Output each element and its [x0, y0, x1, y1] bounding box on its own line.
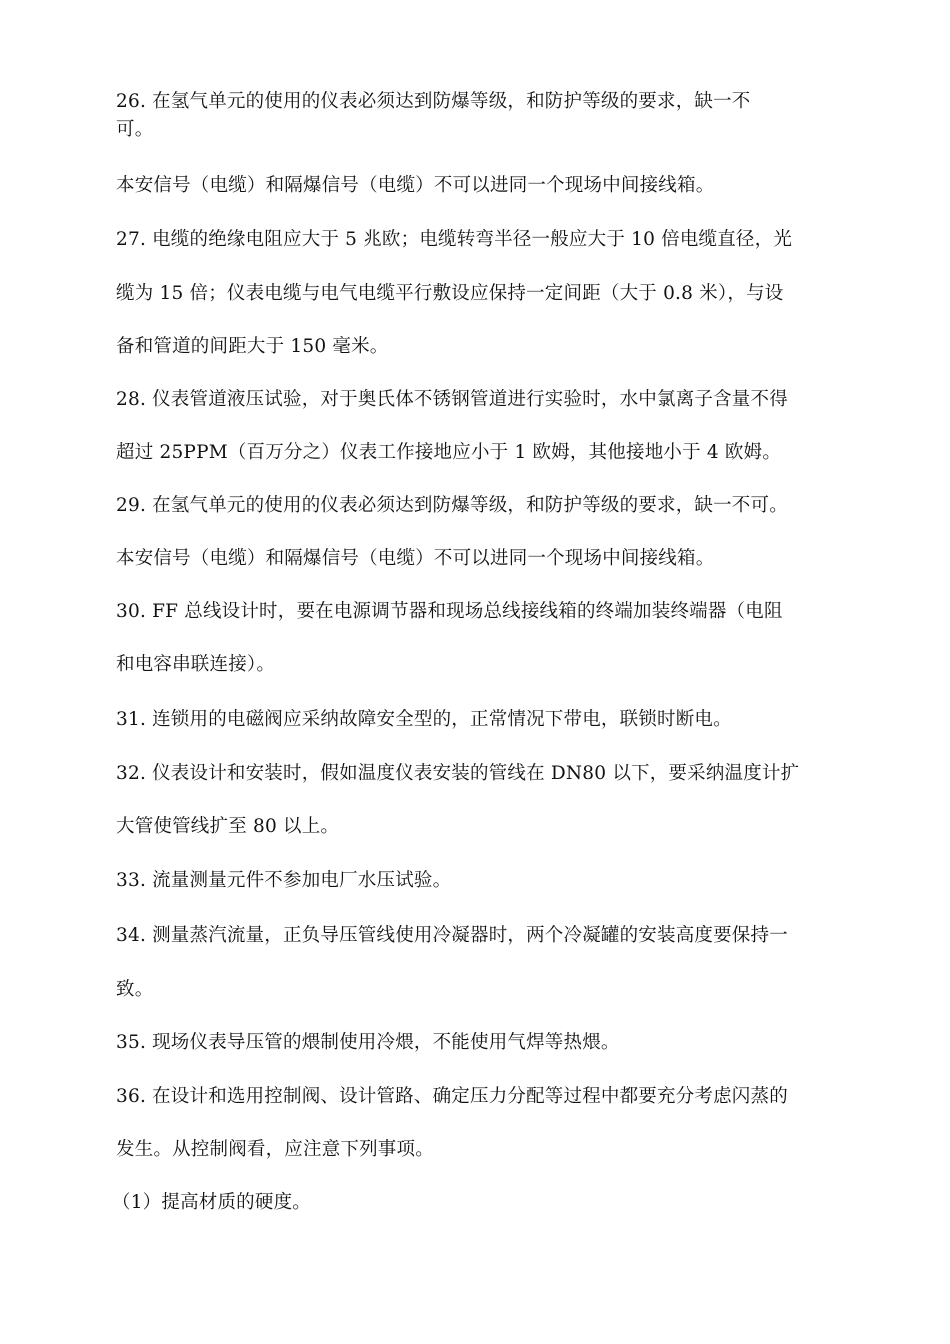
text-line-26a: 26. 在氢气单元的使用的仪表必须达到防爆等级，和防护等级的要求，缺一不 [116, 91, 751, 112]
text-line-27a: 27. 电缆的绝缘电阻应大于 5 兆欧；电缆转弯半径一般应大于 10 倍电缆直径，光 [116, 229, 793, 250]
text-line-28b: 超过 25PPM（百万分之）仪表工作接地应小于 1 欧姆，其他接地小于 4 欧姆。 [116, 442, 782, 463]
text-line-27b: 缆为 15 倍；仪表电缆与电气电缆平行敷设应保持一定间距（大于 0.8 米），与设 [116, 283, 784, 304]
text-line-29a: 29. 在氢气单元的使用的仪表必须达到防爆等级，和防护等级的要求，缺一不可。 [116, 495, 788, 516]
text-line-28a: 28. 仪表管道液压试验，对于奥氏体不锈钢管道进行实验时，水中氯离子含量不得 [116, 389, 788, 410]
text-line-31: 31. 连锁用的电磁阀应采纳故障安全型的，正常情况下带电，联锁时断电。 [116, 709, 732, 730]
text-line-34b: 致。 [116, 979, 154, 1000]
text-line-34a: 34. 测量蒸汽流量，正负导压管线使用冷凝器时，两个冷凝罐的安装高度要保持一 [116, 925, 788, 946]
text-line-35: 35. 现场仪表导压管的煨制使用冷煨，不能使用气焊等热煨。 [116, 1032, 620, 1053]
text-line-26c: 本安信号（电缆）和隔爆信号（电缆）不可以进同一个现场中间接线箱。 [116, 175, 715, 196]
text-line-36c: （1）提高材质的硬度。 [112, 1192, 311, 1213]
text-line-32a: 32. 仪表设计和安装时，假如温度仪表安装的管线在 DN80 以下，要采纳温度计扩 [116, 763, 800, 784]
text-line-26b: 可。 [116, 119, 154, 140]
text-line-32b: 大管使管线扩至 80 以上。 [116, 816, 340, 837]
text-line-33: 33. 流量测量元件不参加电厂水压试验。 [116, 870, 452, 891]
text-line-36b: 发生。从控制阀看，应注意下列事项。 [116, 1139, 434, 1160]
text-line-27c: 备和管道的间距大于 150 毫米。 [116, 336, 389, 357]
text-line-30a: 30. FF 总线设计时，要在电源调节器和现场总线接线箱的终端加装终端器（电阻 [116, 601, 783, 622]
text-line-36a: 36. 在设计和选用控制阀、设计管路、确定压力分配等过程中都要充分考虑闪蒸的 [116, 1086, 788, 1107]
text-line-30b: 和电容串联连接）。 [116, 654, 276, 675]
text-line-29b: 本安信号（电缆）和隔爆信号（电缆）不可以进同一个现场中间接线箱。 [116, 548, 715, 569]
